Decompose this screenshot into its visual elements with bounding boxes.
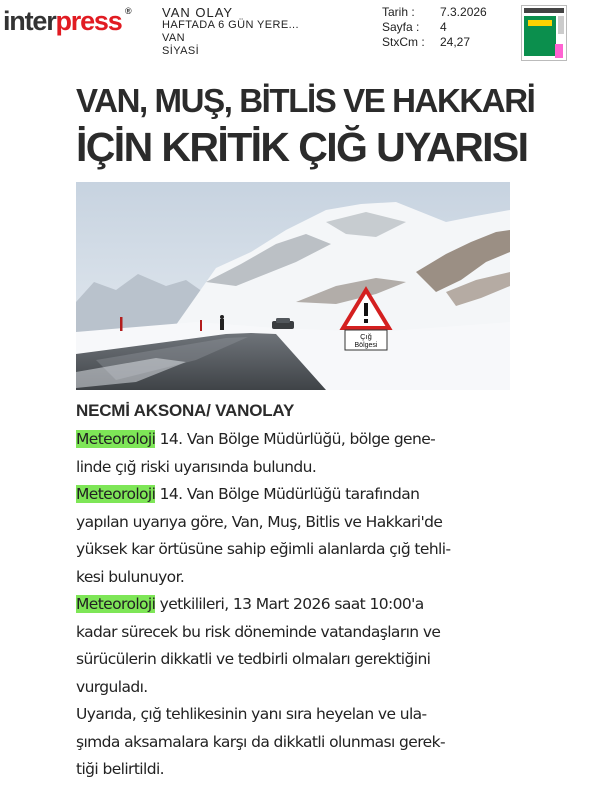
body-line: linde çığ riski uyarısında bulundu. (76, 457, 317, 476)
page-value: 4 (440, 20, 447, 34)
body-line: şımda aksamalara karşı da dikkatli olunması gerek- (76, 732, 445, 751)
page-label: Sayfa : (382, 20, 420, 34)
clipping-info (382, 5, 487, 50)
highlighted-keyword: Meteoroloji (76, 595, 156, 613)
byline: NECMİ AKSONA/ VANOLAY (76, 401, 295, 420)
body-line: sürücülerin dikkatli ve tedbirli olmaları gerektiğini (76, 650, 431, 668)
body-text: yetkilileri, 13 Mart 2026 saat 10:00'a (155, 595, 424, 613)
headline-line-2: İÇİN KRİTİK ÇIĞ UYARISI (76, 124, 528, 170)
pink-marker (555, 44, 563, 58)
body-line: yüksek kar örtüsüne sahip eğimli alanlarda çığ tehli- (76, 540, 451, 558)
body-line (76, 426, 516, 454)
page-row (382, 20, 487, 35)
thumbnail-yellow-block (528, 20, 552, 26)
thumbnail-side-block (558, 16, 564, 34)
body-line: yapılan uyarıya göre, Van, Muş, Bitlis ve Hakkari'de (76, 512, 443, 531)
interpress-logo (3, 6, 132, 37)
stxcm-label: StxCm : (382, 35, 425, 49)
date-label: Tarih : (382, 5, 415, 19)
body-line: kadar sürecek bu risk döneminde vatandaşların ve (76, 622, 441, 641)
registered-mark: ® (124, 6, 132, 16)
body-text: 14. Van Bölge Müdürlüğü, bölge gene- (155, 430, 436, 448)
article-photo (76, 182, 510, 390)
publication-name: VAN OLAY (162, 5, 234, 20)
date-value: 7.3.2026 (440, 5, 487, 19)
publication-frequency: HAFTADA 6 GÜN YERE... (162, 19, 299, 31)
highlighted-keyword: Meteoroloji (76, 485, 156, 503)
logo-text-accent: press (55, 6, 122, 36)
article-body (76, 426, 516, 784)
headline-line-1: VAN, MUŞ, BİTLİS VE HAKKARİ (76, 82, 535, 119)
date-row (382, 5, 487, 20)
body-line (76, 591, 516, 619)
body-line (76, 481, 516, 509)
sign-text-1: Çığ (360, 332, 372, 341)
body-line: tiği belirtildi. (76, 760, 164, 778)
body-text: 14. Van Bölge Müdürlüğü tarafından (155, 485, 420, 503)
stxcm-row (382, 35, 487, 50)
publication-section: SİYASİ (162, 45, 200, 57)
body-line: kesi bulunuyor. (76, 567, 185, 586)
stxcm-value: 24,27 (440, 35, 471, 49)
sign-text-2: Bölgesi (354, 342, 378, 349)
body-line: Uyarıda, çığ tehlikesinin yanı sıra heyelan ve ula- (76, 705, 427, 723)
thumbnail-masthead (524, 8, 564, 13)
highlighted-keyword: Meteoroloji (76, 430, 156, 448)
publication-meta (162, 6, 299, 58)
body-line: vurguladı. (76, 677, 148, 696)
logo-text-main: inter (3, 6, 56, 36)
publication-city: VAN (162, 32, 186, 44)
